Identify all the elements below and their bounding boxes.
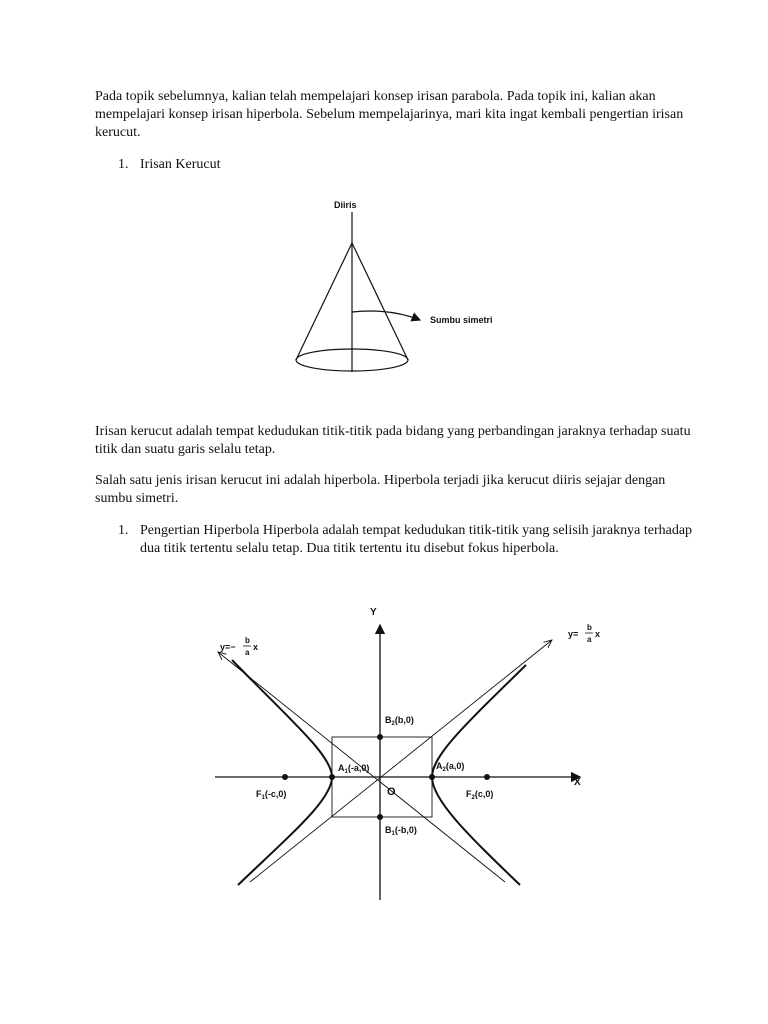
asym-left-den: a [245,648,250,657]
section-2-number: 1. [118,523,129,538]
label-F2: $F_2(c,0)$ [466,789,494,801]
asym-right-var: x [595,629,601,639]
asym-right-prefix: y= [568,629,579,639]
x-axis-label: X [574,777,581,788]
asym-right-num: b [587,623,592,632]
cone-axis-label: Sumbu simetri [430,315,493,325]
cone-drawing [296,212,420,372]
label-F1: $F_1(-c,0)$ [256,789,287,801]
point-A2 [429,774,435,780]
asym-left-num: b [245,636,250,645]
label-B2: $B_2(b,0)$ [385,715,414,727]
asym-left-var: x [253,642,259,652]
asym-right-den: a [587,635,592,644]
central-rectangle [332,737,432,817]
y-axis-label: Y [370,607,377,618]
hyperbola-right-branch [432,665,526,885]
asymptote-positive [250,640,552,882]
label-A2: $A_2(a,0)$ [436,761,465,773]
label-B1: $B_1(-b,0)$ [385,825,417,837]
asymptote-right-equation [568,623,600,644]
point-B1 [377,814,383,820]
section-1-title: Irisan Kerucut [140,157,221,172]
hyperbola-intro-paragraph: Salah satu jenis irisan kerucut ini adalah hiperbola. Hiperbola terjadi jika kerucut diiris sejajar dengan sumbu simetri. [95,473,666,506]
point-F1 [282,774,288,780]
hyperbola-left-branch [232,660,332,885]
asym-left-prefix: y=− [220,642,236,652]
axis-arrow [352,311,420,320]
asymptote-negative [218,652,505,882]
label-A1: $A_1(-a,0)$ [338,763,370,775]
cone-right-edge [352,243,408,360]
point-A1 [329,774,335,780]
cone-base [296,349,408,371]
point-B2 [377,734,383,740]
asymptote-left-equation [220,636,258,657]
point-F2 [484,774,490,780]
section-1-number: 1. [118,157,129,172]
origin-label: O [387,786,396,798]
intro-paragraph: Pada topik sebelumnya, kalian telah mempelajari konsep irisan parabola. Pada topik ini, kalian akan mempelajari konsep irisan hiperbola. Sebelum mempelajarinya, mari kita ingat kembali pengertian irisan kerucut. [95,89,684,140]
cone-left-edge [296,243,352,360]
cone-top-label: Diiris [334,200,357,210]
definition-paragraph: Irisan kerucut adalah tempat kedudukan titik-titik pada bidang yang perbandingan jaraknya terhadap suatu titik dan suatu garis selalu tetap. [95,424,691,457]
section-2-text: Pengertian Hiperbola Hiperbola adalah tempat kedudukan titik-titik yang selisih jaraknya terhadap dua titik tertentu selalu tetap. Dua titik tertentu itu disebut fokus hiperbola. [140,523,693,556]
